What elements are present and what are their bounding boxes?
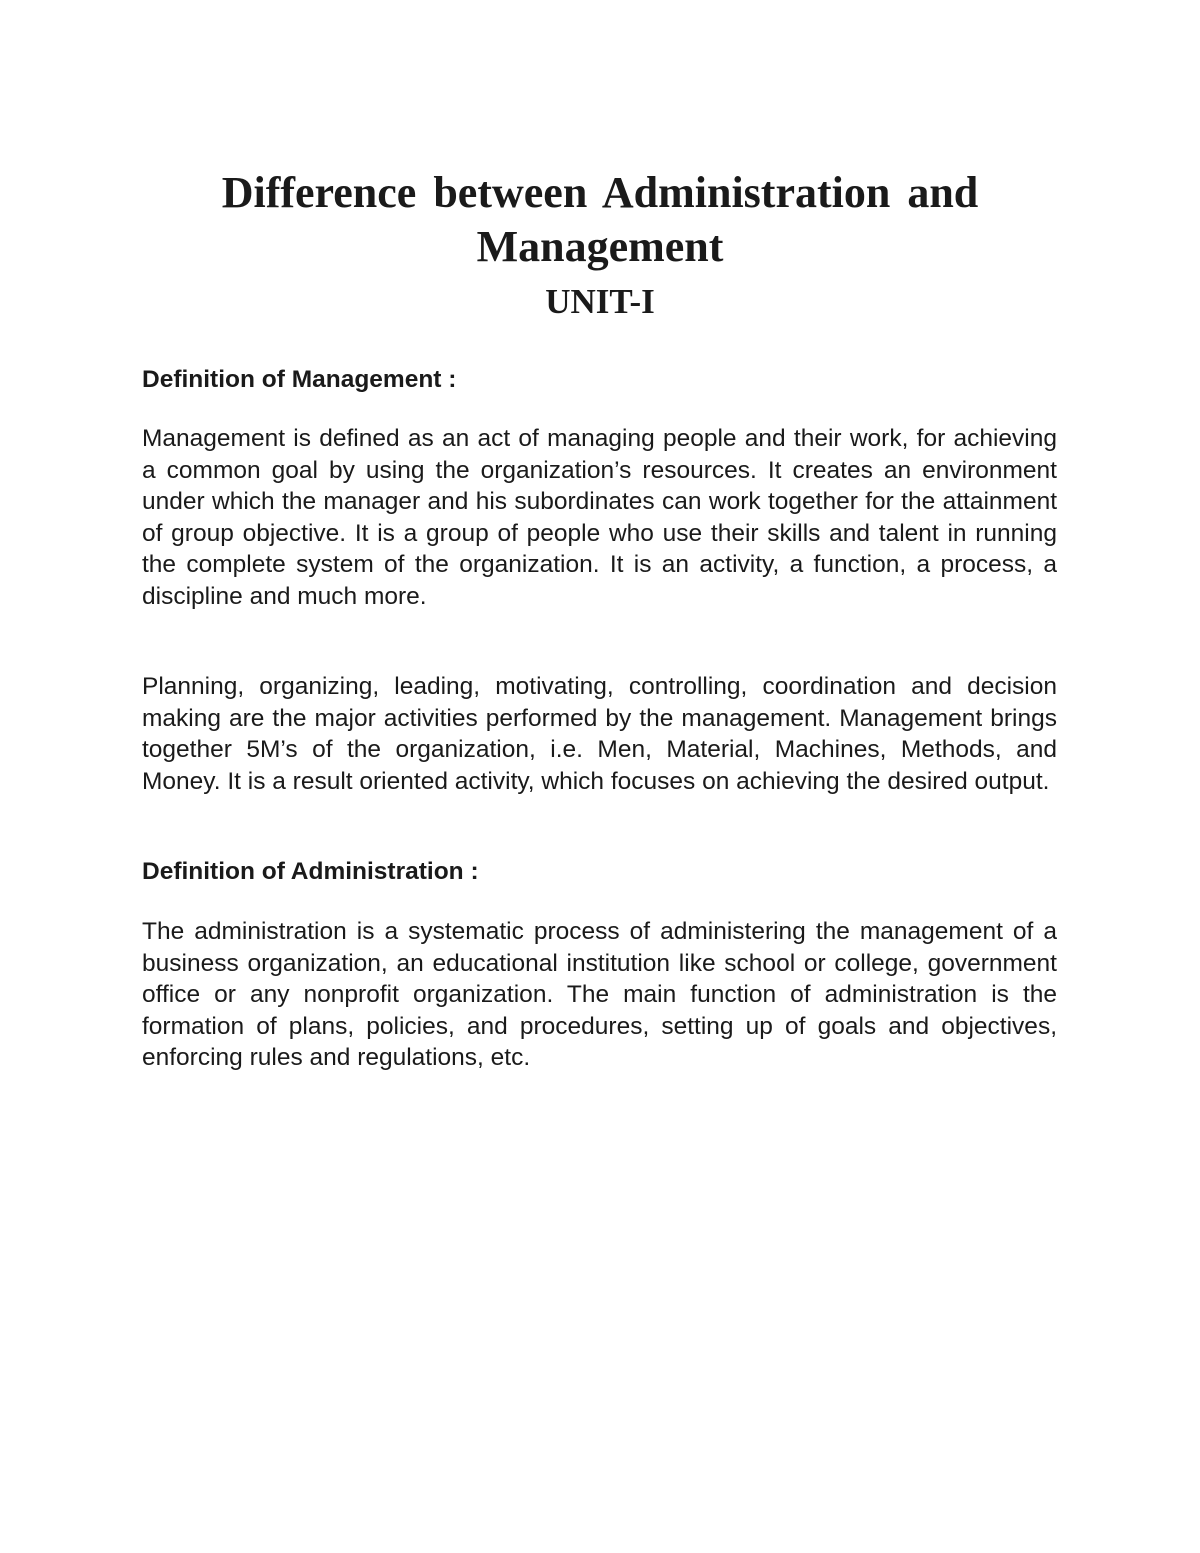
unit-label: UNIT-I xyxy=(545,282,655,321)
management-paragraph-2: Planning, organizing, leading, motivating, controlling, coordination and decision making are the major activities performed by the management. Management brings together 5M’s of the organization, i.e. Men, Material, Machines, Methods, and Money. It is a result oriented activity, which focuses on achieving the desired output. xyxy=(142,673,1057,795)
section-heading-management: Definition of Management : xyxy=(142,366,457,393)
document-title: Difference between Administration and Management xyxy=(221,168,979,271)
administration-paragraph-1: The administration is a systematic process of administering the management of a business organization, an educational institution like school or college, government office or any nonprofit organization. The main function of administration is the formation of plans, policies, and procedures, setting up of goals and objectives, enforcing rules and regulations, etc. xyxy=(142,918,1057,1072)
section-heading-administration: Definition of Administration : xyxy=(142,858,479,885)
management-paragraph-1: Management is defined as an act of managing people and their work, for achieving a common goal by using the organization’s resources. It creates an environment under which the manager and his subordinates can work together for the attainment of group objective. It is a group of people who use their skills and talent in running the complete system of the organization. It is an activity, a function, a process, a discipline and much more. xyxy=(142,425,1057,610)
